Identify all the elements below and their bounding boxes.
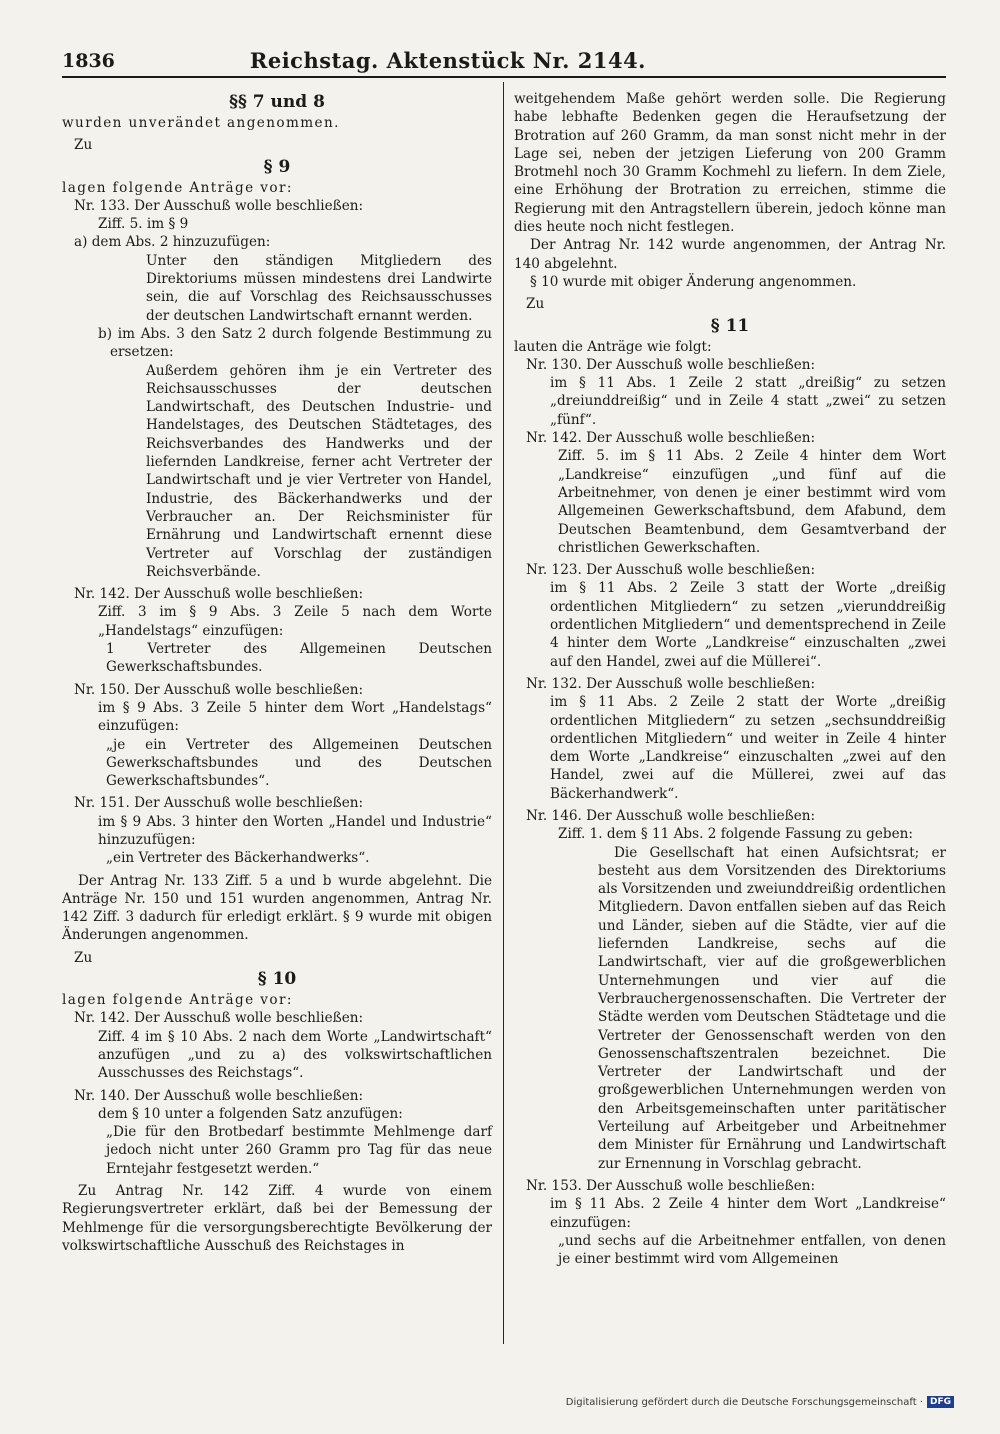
paragraph: Zu (74, 137, 93, 154)
paragraph: im § 11 Abs. 1 Zeile 2 statt „dreißig“ zu setzen „dreiunddreißig“ und in Zeile 4 statt „zwei“ zu setzen „fünf“. (550, 375, 946, 428)
column-divider (503, 82, 504, 1344)
footer-text: Digitalisierung gefördert durch die Deutsche Forschungsgemeinschaft · (565, 1396, 923, 1408)
paragraph: im § 11 Abs. 2 Zeile 2 statt der Worte „dreißig ordentlichen Mitgliedern“ zu setzen „sechsunddreißig ordentlichen Mitgliedern“ und weiter in Zeile 4 hinter dem Worte „Landkreise“ einzuschalten „zwei auf den Handel, zwei auf die Müllerei, zwei auf das Bäckerhandwerk“. (550, 694, 946, 802)
section-heading-9: § 9 (263, 156, 291, 177)
paragraph: a) dem Abs. 2 hinzuzufügen: (74, 234, 271, 251)
section-heading-10: § 10 (257, 969, 297, 990)
quoted-text: Außerdem gehören ihm je ein Vertreter des Reichsausschusses der deutschen Landwirtschaft, des Deutschen Industrie- und Handelstages, des Deutschen Städtetages, des Reichsverbandes des Handwerks und der liefernden Landkreise, ferner acht Vertreter der Landwirtschaft und je vier Vertreter von Handel, Industrie, des Bäckerhandwerks und der Verbraucher an. Der Reichsminister für Ernährung und Landwirtschaft ernennt diese Vertreter auf Vorschlag der zuständigen Reichsverbände. (146, 362, 492, 580)
motion-heading: Nr. 130. Der Ausschuß wolle beschließen: (526, 356, 816, 373)
paragraph: Zu Antrag Nr. 142 Ziff. 4 wurde von einem Regierungsvertreter erklärt, daß bei der Bemessung der Mehlmenge für die versorgungsberechtigte Bevölkerung der volkswirtschaftliche Ausschuß des Reichstages in (62, 1183, 492, 1254)
digitization-credit (566, 1396, 954, 1408)
paragraph: Zu (74, 949, 93, 966)
motion-heading: Nr. 153. Der Ausschuß wolle beschließen: (526, 1177, 816, 1194)
motion-heading: Nr. 123. Der Ausschuß wolle beschließen: (526, 562, 816, 579)
motion-heading: Nr. 133. Der Ausschuß wolle beschließen: (74, 197, 364, 214)
page-number: 1836 (62, 50, 115, 72)
left-column (62, 90, 492, 1255)
paragraph: b) im Abs. 3 den Satz 2 durch folgende Bestimmung zu ersetzen: (98, 325, 492, 361)
paragraph: Ziff. 1. dem § 11 Abs. 2 folgende Fassung zu geben: (558, 826, 913, 843)
section-heading-7-8: §§ 7 und 8 (229, 92, 325, 112)
motion-heading: Nr. 146. Der Ausschuß wolle beschließen: (526, 807, 816, 824)
quoted-text: „je ein Vertreter des Allgemeinen Deutschen Gewerkschaftsbundes und des Deutschen Gewerkschaftsbundes“. (106, 736, 492, 790)
paragraph: im § 9 Abs. 3 Zeile 5 hinter dem Wort „Handelstags“ einzufügen: (98, 699, 492, 735)
paragraph: im § 11 Abs. 2 Zeile 4 hinter dem Wort „Landkreise“ einzufügen: (550, 1196, 946, 1231)
paragraph: Ziff. 4 im § 10 Abs. 2 nach dem Worte „Landwirtschaft“ anzufügen „und zu a) des volkswirtschaftlichen Ausschusses des Reichstags“. (98, 1028, 492, 1082)
section-heading-11: § 11 (710, 315, 750, 336)
page-header (62, 46, 946, 78)
paragraph: Ziff. 3 im § 9 Abs. 3 Zeile 5 nach dem Worte „Handelstags“ einzufügen: (98, 604, 492, 639)
paragraph: Ziff. 5. im § 11 Abs. 2 Zeile 4 hinter dem Wort „Landkreise“ einzufügen „und fünf auf die Arbeitnehmer, von denen je einer bestimmt wird vom Allgemeinen Gewerkschaftsbund, dem Afabund, dem Deutschen Beamtenbund, dem Gesamtverband der christlichen Gewerkschaften. (558, 448, 946, 556)
paragraph: lauten die Anträge wie folgt: (514, 338, 712, 355)
quoted-text: „Die für den Brotbedarf bestimmte Mehlmenge darf jedoch nicht unter 260 Gramm pro Tag für das neue Erntejahr festgesetzt werden.“ (106, 1124, 492, 1177)
paragraph: Der Antrag Nr. 142 wurde angenommen, der Antrag Nr. 140 abgelehnt. (514, 237, 946, 272)
paragraph: dem § 10 unter a folgenden Satz anzufügen: (98, 1105, 403, 1122)
paragraph: lagen folgende Anträge vor: (62, 992, 293, 1009)
paragraph: Zu (526, 296, 545, 313)
paragraph: weitgehendem Maße gehört werden solle. Die Regierung habe lebhafte Bedenken gegen die Heraufsetzung der Brotration auf 260 Gramm, da man sonst nicht mehr in der Lage sei, neben der jetzigen Lieferung von 200 Gramm Brotmehl noch 30 Gramm Kochmehl zu liefern. In dem Ziele, eine Erhöhung der Brotration zu erreichen, stimme die Regierung mit den Antragstellern überein, jedoch könne man dies heute noch nicht festlegen. (514, 91, 946, 236)
paragraph: Der Antrag Nr. 133 Ziff. 5 a und b wurde abgelehnt. Die Anträge Nr. 150 und 151 wurden angenommen, Antrag Nr. 142 Ziff. 3 dadurch für erledigt erklärt. § 9 wurde mit obigen Änderungen angenommen. (62, 872, 492, 944)
motion-heading: Nr. 140. Der Ausschuß wolle beschließen: (74, 1087, 364, 1104)
quoted-text: Die Gesellschaft hat einen Aufsichtsrat; er besteht aus dem Vorsitzenden des Direktoriums als Vorsitzenden und zweiunddreißig ordentlichen Mitgliedern. Davon entfallen sieben auf das Reich und Länder, sieben auf die Städte, vier auf die liefernden Landkreise, sechs auf die Landwirtschaft, vier auf die großgewerblichen Unternehmungen und vier auf die Verbrauchergenossenschaften. Die Vertreter der Städte werden vom Deutschen Städtetage und die Vertreter der Genossenschaft werden von den Genossenschaftszentralen bezeichnet. Die Vertreter der Landwirtschaft und der großgewerblichen Unternehmungen werden von den Arbeitsgemeinschaften unter paritätischer Verteilung auf Arbeitgeber und Arbeitnehmer dem Minister für Ernährung und Landwirtschaft zur Ernennung in Vorschlag gebracht. (598, 844, 946, 1172)
motion-heading: Nr. 142. Der Ausschuß wolle beschließen: (74, 1010, 364, 1027)
motion-heading: Nr. 142. Der Ausschuß wolle beschließen: (74, 586, 364, 603)
motion-heading: Nr. 132. Der Ausschuß wolle beschließen: (526, 675, 816, 692)
motion-heading: Nr. 151. Der Ausschuß wolle beschließen: (74, 795, 364, 812)
quoted-text: 1 Vertreter des Allgemeinen Deutschen Gewerkschaftsbundes. (106, 641, 492, 676)
paragraph: im § 9 Abs. 3 hinter den Worten „Handel und Industrie“ hinzuzufügen: (98, 813, 492, 848)
paragraph: wurden unverändet angenommen. (62, 115, 340, 131)
running-head: Reichstag. Aktenstück Nr. 2144. (249, 48, 646, 73)
dfg-logo: DFG (927, 1396, 954, 1408)
paragraph: im § 11 Abs. 2 Zeile 3 statt der Worte „dreißig ordentlichen Mitgliedern“ zu setzen „vierunddreißig ordentlichen Mitgliedern“ und dementsprechend in Zeile 4 hinter dem Worte „Landkreise“ einzuschalten „zwei auf den Handel, zwei auf die Müllerei“. (550, 580, 946, 670)
paragraph: Ziff. 5. im § 9 (98, 216, 189, 233)
motion-heading: Nr. 142. Der Ausschuß wolle beschließen: (526, 430, 816, 447)
quoted-text: Unter den ständigen Mitgliedern des Direktoriums müssen mindestens drei Landwirte sein, die auf Vorschlag des Reichsausschusses der deutschen Landwirtschaft ernannt werden. (146, 252, 492, 324)
motion-heading: Nr. 150. Der Ausschuß wolle beschließen: (74, 681, 364, 698)
quoted-text: „und sechs auf die Arbeitnehmer entfallen, von denen je einer bestimmt wird vom Allgemeinen (558, 1232, 946, 1268)
paragraph: § 10 wurde mit obiger Änderung angenommen. (530, 273, 857, 290)
quoted-text: „ein Vertreter des Bäckerhandwerks“. (106, 850, 370, 867)
right-column (514, 90, 946, 1268)
paragraph: lagen folgende Anträge vor: (62, 179, 293, 196)
